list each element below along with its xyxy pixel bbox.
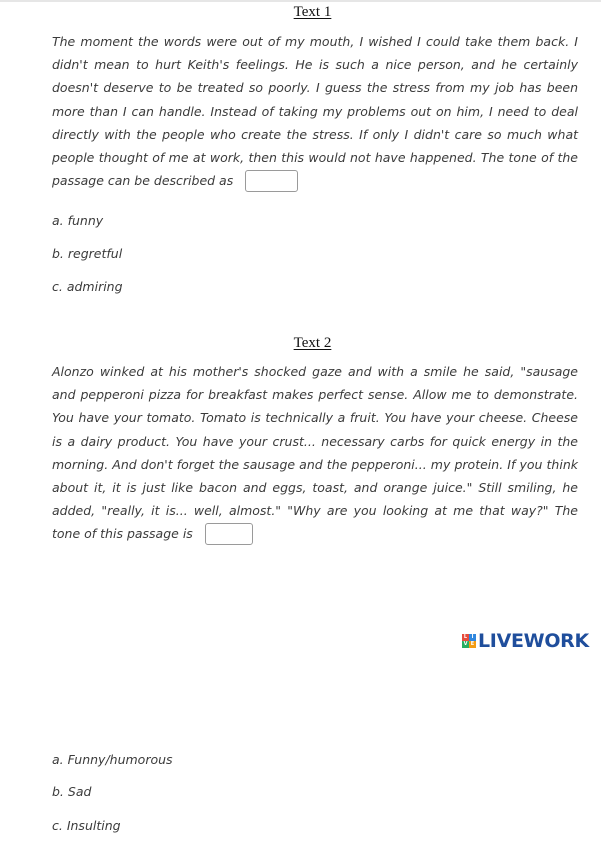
text1-option-c[interactable]: c. admiring (52, 279, 123, 294)
top-divider (0, 0, 601, 2)
text1-option-b[interactable]: b. regretful (52, 246, 123, 261)
text2-option-a[interactable]: a. Funny/humorous (52, 752, 173, 767)
text1-heading: Text 1 (293, 4, 332, 20)
text2-passage (52, 360, 578, 546)
logo-letter-v: V (463, 641, 468, 647)
logo-letter-e: E (470, 641, 475, 647)
text2-heading: Text 2 (293, 335, 332, 351)
liveworksheets-logo-icon (462, 634, 476, 648)
text2-passage-text: Alonzo winked at his mother's shocked gaze and with a smile he said, "sausage and pepperoni pizza for breakfast makes perfect sense. Allow me to demonstrate. You have your tomato. Tomato is technically a fruit. You have your cheese. Cheese is a dairy product. You have your crust... necessary carbs for quick energy in the morning. And don't forget the sausage and the pepperoni... my protein. If you think about it, it is just like bacon and eggs, toast, and orange juice." Still smiling, he added, "really, it is... well, almost." "Why are you looking at me that way?" The tone of this passage is (52, 364, 578, 542)
text1-option-a[interactable]: a. funny (52, 213, 104, 228)
text1-passage-text: The moment the words were out of my mouth, I wished I could take them back. I didn't mean to hurt Keith's feelings. He is such a nice person, and he certainly doesn't deserve to be treated so poorly. I guess the stress from my job has been more than I can handle. Instead of taking my problems out on him, I need to deal directly with the people who create the stress. If only I didn't care so much what people thought of me at work, then this would not have happened. The tone of the passage can be described as (52, 34, 578, 189)
liveworksheets-logo-text: LIVEWORK (478, 630, 589, 652)
text1-answer-input[interactable] (245, 170, 298, 192)
logo-letter-l: L (463, 634, 468, 640)
text2-option-c[interactable]: c. Insulting (52, 818, 121, 833)
text2-option-b[interactable]: b. Sad (52, 784, 92, 799)
liveworksheets-logo[interactable] (462, 630, 589, 652)
text2-answer-input[interactable] (205, 523, 253, 545)
logo-letter-i: I (469, 634, 476, 641)
text1-passage (52, 30, 578, 193)
